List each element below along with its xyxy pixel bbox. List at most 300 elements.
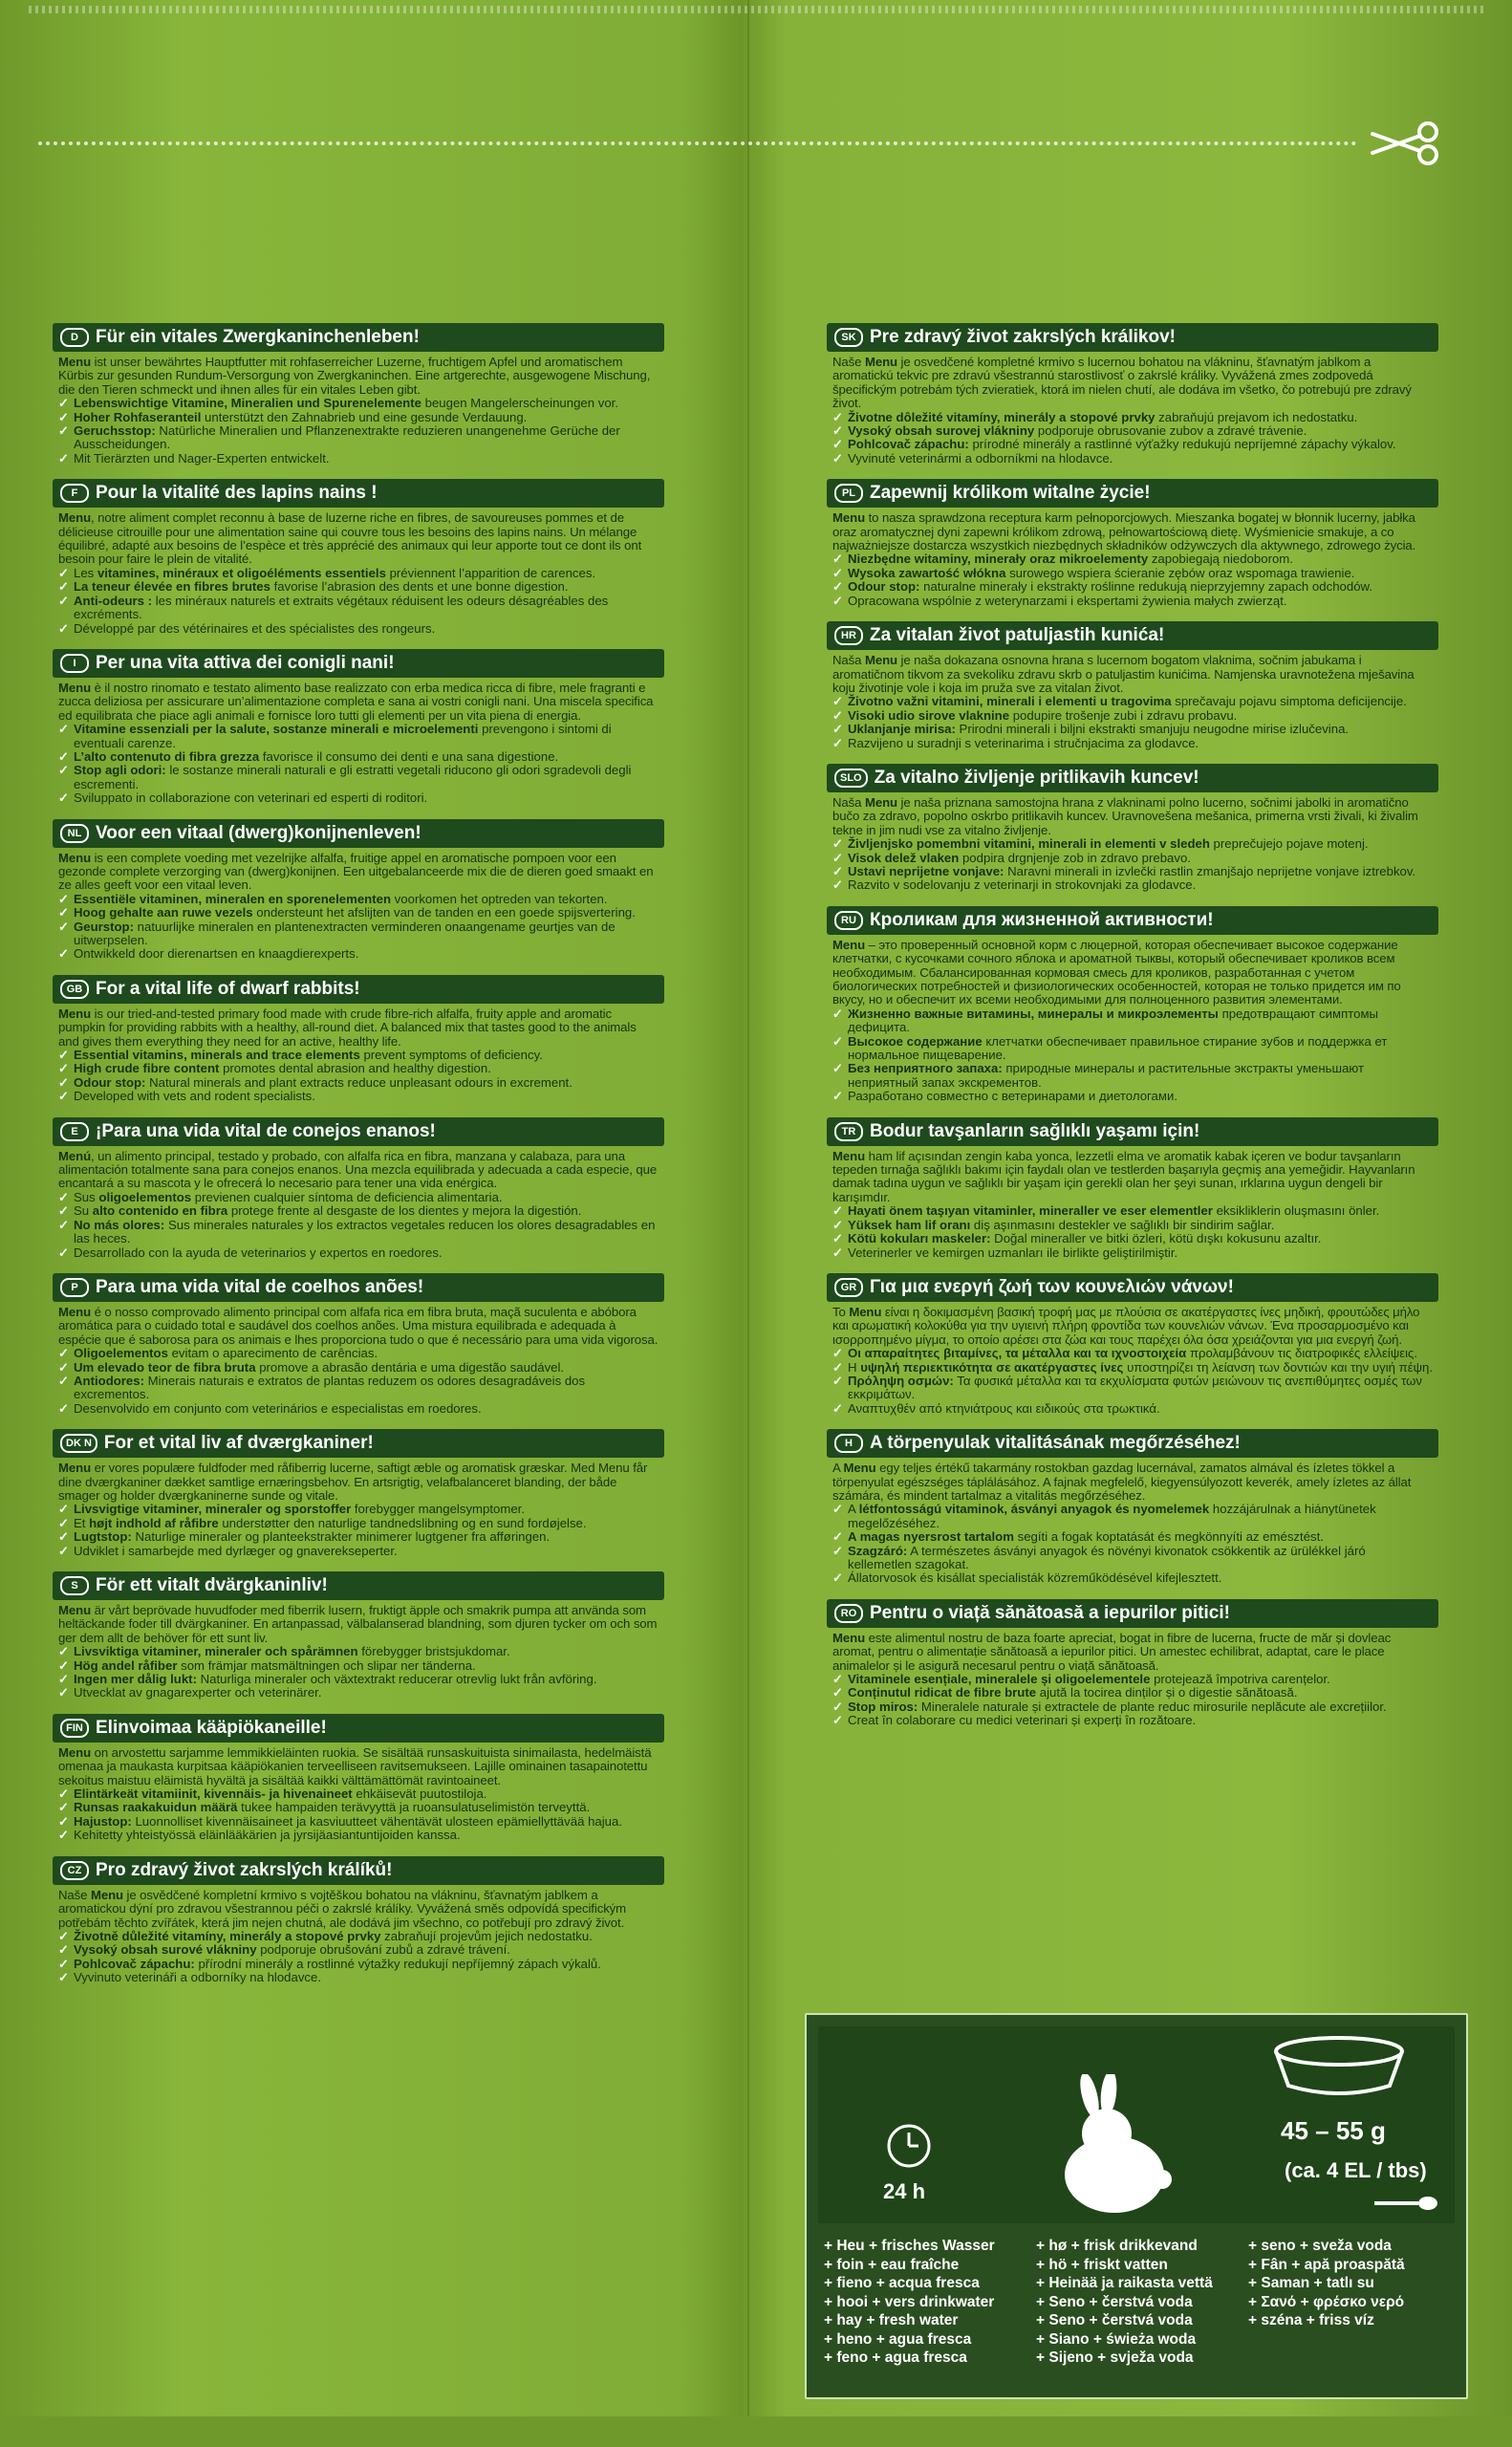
benefit-item [58, 1815, 659, 1829]
benefit-item [58, 906, 659, 920]
benefit-list [827, 411, 1438, 466]
benefit-item [58, 1801, 659, 1814]
text: Разработано совместно с ветеринарами и диетологами. [848, 1089, 1177, 1104]
section-title: For a vital life of dwarf rabbits! [96, 978, 360, 999]
text: – это проверенный основной корм с люцерной, которая обеспечивает высокое содержание клетчатки, с кусочками сочного яблока и ароматной тыквы, который обеспечивает кроликов всем необходимым. Сбалансированная кормовая смесь для кроликов, разработанная с учетом биологических потребностей и физиологических особенностей, которая не только придется им по вкусу, но и обеспечит их всеми необходимыми для полноценного развития элементами. [832, 937, 1401, 1007]
water-hay-line: + hø + frisk drikkevand [1036, 2238, 1198, 2254]
feeding-water-list [818, 2237, 1455, 2386]
language-section-nl [53, 819, 664, 962]
benefit-item [58, 1971, 659, 1984]
water-hay-line: + seno + sveža voda [1248, 2238, 1392, 2254]
section-heading [827, 1117, 1438, 1146]
benefit-item [58, 750, 659, 764]
section-title: ¡Para una vida vital de conejos enanos! [96, 1120, 436, 1141]
section-intro [827, 1150, 1438, 1205]
benefit-item [58, 397, 659, 410]
benefit-item [58, 1062, 659, 1075]
country-code-badge: H [834, 1434, 863, 1453]
text: Mineralele naturale și extractele de plante reduc mirosurile neplăcute ale excrețiilor. [918, 1699, 1387, 1714]
section-title: För ett vitalt dvärgkaninliv! [96, 1575, 328, 1595]
benefit-item [832, 1545, 1433, 1572]
country-code-badge: HR [834, 626, 863, 645]
benefit-list [827, 1673, 1438, 1728]
benefit-item [58, 1530, 659, 1544]
text: podporuje obrusovanie zubov a zdravé trávenie. [1034, 423, 1307, 439]
benefit-item [58, 1686, 659, 1700]
benefit-list [53, 1645, 664, 1700]
text: ajută la tocirea dinților și o digestie sănătoasă. [1036, 1685, 1298, 1700]
section-intro [53, 356, 664, 397]
text: Sus [74, 1189, 99, 1204]
benefit-item [832, 1530, 1433, 1544]
country-code-badge: D [60, 328, 89, 347]
section-heading [53, 479, 664, 508]
bold-text: Menu [58, 355, 92, 369]
bold-text: Szagzáró: [848, 1543, 908, 1558]
benefit-list [827, 695, 1438, 750]
feeding-panel [805, 2013, 1468, 2399]
section-title: A törpenyulak vitalitásának megőrzéséhez! [870, 1433, 1241, 1454]
benefit-item [58, 1204, 659, 1218]
country-code-badge: E [60, 1122, 89, 1141]
text: on arvostettu sarjamme lemmikkieläinten ruokia. Se sisältää runsaskuituista sinimailasta, hedelmäistä omenaa ja maukasta kurpitsaa kääpiökanien terveelliseen ravitsemukseen. Lajille ominainen tasapainotettu sekoitus maistuu eläimistä hyvältä ja sisältää kaikki välttämättömät ravintoaineet. [58, 1744, 652, 1787]
text: Minerais naturais e extratos de plantas reduzem os odores desagradáveis dos excrementos. [74, 1373, 586, 1402]
section-heading [53, 323, 664, 352]
benefit-item [832, 1714, 1433, 1727]
text: Naravni minerali in izvlečki rastlin zmanjšajo neprijetne vonjave iztrebkov. [1004, 863, 1416, 878]
section-intro [53, 1462, 664, 1503]
section-intro [827, 1632, 1438, 1673]
bold-text: Menu [843, 1461, 876, 1476]
bold-text: Oligoelementos [74, 1346, 168, 1361]
text: přírodní minerály a rostlinné výtažky redukují nepříjemný zápach výkalů. [194, 1956, 601, 1971]
text: préviennent l’apparition de carences. [385, 565, 596, 580]
bold-text: La teneur élevée en fibres brutes [74, 579, 270, 595]
section-intro [827, 939, 1438, 1007]
feeding-dose: 45 – 55 g [1281, 2116, 1386, 2145]
section-intro [53, 1150, 664, 1191]
text: Vyvinuté veterinármi a odborníkmi na hlodavce. [848, 450, 1113, 466]
bold-text: A magas nyersrost tartalom [848, 1529, 1014, 1545]
bold-text: Menu [864, 653, 897, 668]
benefit-item [832, 1503, 1433, 1530]
bold-text: Высокое содержание [848, 1033, 983, 1049]
section-title: Zapewnij królikom witalne życie! [870, 483, 1151, 504]
text: Desenvolvido em conjunto com veterinários e especialistas em roedores. [74, 1400, 482, 1416]
benefit-item [58, 723, 659, 750]
water-hay-line: + Fân + apă proaspătă [1248, 2256, 1405, 2273]
bold-text: Menu [58, 680, 92, 695]
section-intro [53, 1306, 664, 1347]
benefit-item [832, 837, 1433, 851]
bold-text: Hög andel råfiber [74, 1657, 178, 1673]
water-hay-line: + széna + friss víz [1248, 2312, 1374, 2328]
benefit-list [827, 1503, 1438, 1585]
section-title: Pre zdravý život zakrslých králikov! [870, 327, 1176, 347]
bold-text: Kötü kokuları maskeler: [848, 1231, 991, 1246]
text: eksikliklerin oluşmasını önler. [1212, 1203, 1380, 1219]
section-intro [53, 1889, 664, 1930]
language-section-hr [827, 621, 1438, 750]
language-section-gb [53, 975, 664, 1104]
top-crimp [29, 6, 1483, 13]
text: Natürliche Mineralien und Pflanzenextrakte reduzieren unangenehme Gerüche der Ausscheidungen. [74, 423, 620, 452]
water-hay-line: + Siano + świeża woda [1036, 2330, 1197, 2348]
benefit-list [827, 1204, 1438, 1260]
text: voorkomen het optreden van tekorten. [391, 891, 608, 906]
bold-text: Um elevado teor de fibra bruta [74, 1359, 256, 1375]
water-hay-line: + Heinää ja raikasta vettä [1036, 2275, 1213, 2291]
country-code-badge: GR [834, 1278, 863, 1297]
benefit-item [58, 893, 659, 906]
text: Naše [832, 355, 865, 369]
section-intro [53, 511, 664, 567]
text: предотвращают симптомы дефицита. [848, 1006, 1378, 1035]
text: Razvijeno u suradnji s veterinarima i stručnjacima za glodavce. [848, 735, 1199, 750]
bold-text: Essential vitamins, minerals and trace elements [74, 1048, 360, 1063]
section-intro [827, 511, 1438, 552]
benefit-list [53, 1191, 664, 1260]
language-section-tr [827, 1117, 1438, 1260]
benefit-list [827, 1347, 1438, 1416]
text: Sus minerales naturales y los extractos vegetales reducen los olores desagradables en las heces. [74, 1217, 656, 1246]
bold-text: højt indhold af råfibre [89, 1515, 219, 1530]
water-hay-line: + Seno + čerstvá voda [1036, 2312, 1193, 2328]
bold-text: L’alto contenuto di fibra grezza [74, 748, 260, 764]
language-section-gr [827, 1273, 1438, 1416]
benefit-item [832, 878, 1433, 892]
bold-text: Niezbędne witaminy, minerały oraz mikroelementy [848, 552, 1149, 567]
text: favorisce il consumo dei denti e una sana digestione. [259, 748, 559, 764]
benefit-item [832, 1246, 1433, 1260]
text: je naša priznana samostojna hrana z vlakninami polno lucerno, sočnimi jabolki in aromatično bučo za zdravo, popolno oskrbo pritlikavih kuncev. Uravnovešena mešanica, primerna vrsti živali, ki živalim tekne in jim nudi vse za vitalno življenje. [832, 794, 1418, 837]
left-text-column [53, 323, 664, 1999]
text: Αναπτυχθέν από κτηνιάτρους και ειδικούς στα τρωκτικά. [848, 1400, 1160, 1416]
benefit-item [832, 709, 1433, 723]
country-code-badge: CZ [60, 1861, 89, 1880]
text: ondersteunt het afslijten van de tanden en een goede spijsvertering. [252, 905, 636, 920]
bold-text: Menu [832, 1148, 866, 1163]
text: protege frente al desgaste de los dientes y mejora la digestión. [227, 1203, 582, 1219]
bold-text: Menu [864, 355, 897, 369]
text: Opracowana wspólnie z weterynarzami i ekspertami żywienia małych zwierząt. [848, 593, 1287, 608]
water-hay-line: + heno + agua fresca [824, 2330, 972, 2348]
text: to nasza sprawdzona receptura karm pełnoporcjowych. Mieszanka bogatej w błonnik lucerny, jabłka oraz aromatycznej dyni zapewni królikom zdrową, pełnowartościową dietę. Wyśmienicie smakuje, a co najważniejsze dostarcza wszystkich niezbędnych składników odżywczych dla aktywnego, zdrowego życia. [832, 510, 1416, 553]
benefit-item [58, 947, 659, 961]
water-hay-line: + hooi + vers drinkwater [824, 2293, 995, 2310]
benefit-item [832, 552, 1433, 566]
language-section-pl [827, 479, 1438, 608]
text: egy teljes értékű takarmány rostokban gazdag lucernával, zamatos almával és ízletes tökkel a törpenyulat egészséges táplálásához. A fajnak megfelelő, kiegyensúlyozott keverék, amely ízletes az állat számára, és mindent tartalmaz a vitalitás megőrzéséhez. [832, 1461, 1412, 1503]
section-title: Voor een vitaal (dwerg)konijnenleven! [96, 822, 421, 843]
language-section-sk [827, 323, 1438, 466]
bold-text: Vysoký obsah surové vlákniny [74, 1942, 257, 1958]
text: Su [74, 1203, 93, 1219]
text: is our tried-and-tested primary food made with crude fibre-rich alfalfa, fruity apple and aromatic pumpkin for providing rabbits with a healthy, all-round diet. A balanced mix that tastes good to the animals and gives them everything they need for an active, healthy life. [58, 1006, 637, 1049]
bold-text: Lugtstop: [74, 1529, 132, 1545]
bold-text: Yüksek ham lif oranı [848, 1217, 971, 1232]
benefit-item [832, 1219, 1433, 1232]
benefit-list [53, 723, 664, 805]
text: favorise l’abrasion des dents et une bonne digestion. [270, 579, 569, 595]
country-code-badge: FIN [60, 1719, 89, 1738]
section-heading [827, 1429, 1438, 1458]
benefit-item [58, 1090, 659, 1103]
country-code-badge: P [60, 1278, 89, 1297]
text: A [832, 1461, 844, 1476]
benefit-item [58, 1347, 659, 1360]
section-heading [53, 1856, 664, 1885]
benefit-item [832, 580, 1433, 594]
benefit-item [58, 1659, 659, 1673]
text: preprečujejo pojave motenj. [1209, 836, 1369, 852]
benefit-item [832, 1571, 1433, 1585]
benefit-item [832, 1204, 1433, 1218]
bold-text: Pohlcovač zápachu: [74, 1956, 195, 1971]
text: forebygger mangelsymptomer. [351, 1502, 525, 1517]
section-heading [827, 906, 1438, 935]
bowl-icon [1267, 2034, 1411, 2111]
text: är vårt beprövade huvudfoder med fiberrik lusern, fruktigt äpple och smakrik pumpa att använda som heltäckande foder till dvärgkaniner. En artanpassad, välbalanserad blandning, som djuren tycker om och som ger dem allt de behöver för ett sunt liv. [58, 1603, 658, 1645]
section-intro [827, 796, 1438, 837]
section-intro [827, 1306, 1438, 1347]
bold-text: Runsas raakakuidun määrä [74, 1800, 238, 1815]
country-code-badge: F [60, 484, 89, 503]
section-title: Pour la vitalité des lapins nains ! [96, 483, 378, 504]
bold-text: Lebenswichtige Vitamine, Mineralien und Spurenelemente [74, 396, 421, 411]
bold-text: υψηλή περιεκτικότητα σε ακατέργαστες ίνες [860, 1359, 1124, 1375]
text: Natural minerals and plant extracts reduce unpleasant odours in excrement. [145, 1074, 572, 1090]
section-heading [827, 479, 1438, 508]
text: Ontwikkeld door dierenartsen en knaagdierexperts. [74, 946, 359, 962]
bold-text: Anti-odeurs : [74, 593, 153, 608]
bold-text: Menu [58, 1304, 92, 1319]
bold-text: Pohlcovač zápachu: [848, 437, 969, 452]
text: Kehitetty yhteistyössä eläinlääkärien ja jyrsijäasiantuntijoiden kanssa. [74, 1828, 461, 1843]
scissors-icon [1369, 120, 1441, 166]
text: er vores populære fuldfoder med råfiberrig lucerne, saftigt æble og aromatisk græskar. Med Menu får dine dværgkaniner dækket samtlige ernæringsbehov. En artsrigtig, velafbalanceret blanding, der både smager og holder dværgkaninerne sunde og vitale. [58, 1461, 648, 1503]
benefit-item [832, 452, 1433, 466]
bold-text: Menu [58, 1744, 92, 1760]
bold-text: Без неприятного запаха: [848, 1061, 1003, 1076]
language-section-slo [827, 764, 1438, 893]
text: je osvedčené kompletné krmivo s lucernou bohatou na vlákninu, šťavnatým jablkom a aromatickú tekvic pre zdravú všestrannú starostlivosť o zakrslé králiky. Vyvážená zmes zodpovedá špecifickým potrebám tých zvieratiek, ktorá im nielen chutí, ale dodáva im všetko, čo potrebujú pre zdravý život. [832, 355, 1412, 411]
section-intro [53, 1604, 664, 1645]
benefit-item [58, 1076, 659, 1090]
section-title: Per una vita attiva dei conigli nani! [96, 652, 395, 673]
text: è il nostro rinomato e testato alimento base realizzato con erba medica ricca di fibre, mele fragranti e zucca deliziosa per assicurare un’alimentazione completa e sana ai vostri conigli nani. Una miscela specifica ed equilibrata che piace agli animali e fornisce loro tutti gli elementi per un vita piena di energia. [58, 680, 654, 723]
language-section-ru [827, 906, 1438, 1104]
text: je osvědčené kompletní krmivo s vojtěškou bohatou na vlákninu, šťavnatým jablkem a aromatickou dýní pro zdravou všestrannou péči o zakrslé králíky. Vyvážená směs odpovídá specifickým potřebám těchto zvířátek, která jim nejen chutná, ale dodává jim všechno, co potřebují pro zdravý život. [58, 1887, 627, 1930]
text: natuurlijke mineralen en plantenextracten verminderen onaangename geurtjes van de uitwerpselen. [74, 919, 616, 947]
text: unterstützt den Zahnabrieb und eine gesunde Verdauung. [201, 409, 528, 424]
benefit-item [832, 438, 1433, 451]
section-heading [827, 323, 1438, 352]
text: understøtter den naturlige tandnedslibning og en sund fordøjelse. [218, 1515, 587, 1530]
section-intro [53, 682, 664, 723]
benefit-item [58, 1049, 659, 1062]
text: zapobiegają niedoborom. [1148, 552, 1293, 567]
text: Vyvinuto veterináři a odborníky na hlodavce. [74, 1970, 322, 1985]
bold-text: Životne dôležité vitamíny, minerály a stopové prvky [848, 409, 1156, 424]
text: förebygger bristsjukdomar. [357, 1644, 510, 1659]
section-intro [53, 1746, 664, 1787]
bold-text: Geruchsstop: [74, 423, 156, 439]
bold-text: Conținutul ridicat de fibre brute [848, 1685, 1037, 1700]
text: A természetes ásványi anyagok és növényi kivonatok csökkentik az ürülékkel járó kellemetlen szagokat. [848, 1543, 1366, 1571]
benefit-item [58, 580, 659, 594]
bold-text: Vysoký obsah surovej vlákniny [848, 423, 1035, 439]
benefit-item [832, 737, 1433, 750]
bold-text: Visok delež vlaken [848, 850, 960, 865]
section-title: Bodur tavşanların sağlıklı yaşamı için! [870, 1120, 1200, 1141]
water-hay-line: + Heu + frisches Wasser [824, 2238, 995, 2254]
benefit-item [58, 1375, 659, 1402]
text: Prirodni minerali i biljni ekstrakti smanjuju neugodne mirise izlučevina. [955, 722, 1350, 737]
benefit-item [832, 1007, 1433, 1035]
country-code-badge: RO [834, 1604, 863, 1623]
feeding-icons [818, 2026, 1455, 2223]
bold-text: Elintärkeät vitamiinit, kivennäis- ja hivenaineet [74, 1787, 353, 1802]
bold-text: Hoog gehalte aan ruwe vezels [74, 905, 253, 920]
section-heading [53, 975, 664, 1004]
section-intro [827, 356, 1438, 411]
bold-text: Visoki udio sirove vlaknine [848, 707, 1010, 723]
text: A [848, 1502, 859, 1517]
text: evitam o aparecimento de carências. [167, 1346, 378, 1361]
text: promotes dental abrasion and healthy digestion. [219, 1061, 491, 1076]
section-title: Za vitalno življenje pritlikavih kuncev! [874, 767, 1199, 788]
benefit-item [832, 411, 1433, 424]
bold-text: Životně důležité vitamíny, minerály a stopové prvky [74, 1928, 381, 1943]
bold-text: Menu [58, 510, 92, 526]
bold-text: Menú [58, 1148, 92, 1163]
bold-text: Odour stop: [74, 1074, 146, 1090]
water-hay-line: + foin + eau fraîche [824, 2256, 960, 2273]
water-hay-line: + hö + friskt vatten [1036, 2256, 1168, 2273]
benefit-item [58, 622, 659, 636]
benefit-item [58, 791, 659, 805]
benefit-item [58, 424, 659, 452]
text: este alimentul nostru de baza foarte apreciat, bogat in fibre de lucerna, fructe de măr și dovleac aromat, pentru o alimentație sănătoasă a iepurilor pitici. Un amestec echilibrat, adaptat, care le place animalelor și le asigură necesarul pentru o viață sănătoasă. [832, 1630, 1392, 1673]
text: zabraňují projevům jejich nedostatku. [380, 1928, 593, 1943]
text: previenen cualquier síntoma de deficiencia alimentaria. [191, 1189, 503, 1204]
text: Desarrollado con la ayuda de veterinarios y expertos en roedores. [74, 1245, 443, 1260]
benefit-item [58, 1361, 659, 1375]
benefit-list [827, 1007, 1438, 1104]
benefit-item [832, 1402, 1433, 1416]
text: som främjar matsmältningen och slipar ner tänderna. [177, 1657, 476, 1673]
text: segíti a fogak koptatását és megkönnyíti az emésztést. [1013, 1529, 1324, 1545]
section-title: Кроликам для жизненной активности! [870, 909, 1214, 930]
bold-text: Životno važni vitamini, minerali i elementi u tragovima [848, 694, 1172, 709]
text: Utvecklat av gnagarexperter och veterinärer. [74, 1685, 322, 1700]
center-fold [747, 0, 749, 2447]
text: Naše [58, 1887, 91, 1902]
text: Razvito v sodelovanju z veterinarji in strokovnjaki za glodavce. [848, 877, 1197, 893]
feeding-hours: 24 h [883, 2179, 926, 2203]
language-section-d [53, 323, 664, 466]
section-intro [827, 654, 1438, 695]
text: Το [832, 1304, 850, 1319]
benefit-item [832, 1035, 1433, 1063]
text: Développé par des vétérinaires et des spécialistes des rongeurs. [74, 620, 436, 636]
text: surowego wspiera ścieranie zębów oraz wspomaga trawienie. [1005, 565, 1355, 580]
bold-text: Vitaminele esențiale, mineralele și oligoelementele [848, 1672, 1151, 1687]
bold-text: Hoher Rohfaseranteil [74, 409, 202, 424]
bold-text: alto contenido en fibra [92, 1203, 228, 1219]
text: Creat în colaborare cu medici veterinari și experți în rozătoare. [848, 1713, 1197, 1728]
language-section-cz [53, 1856, 664, 1985]
section-heading [53, 1571, 664, 1600]
section-heading [827, 764, 1438, 792]
bold-text: Wysoka zawartość włókna [848, 565, 1006, 580]
text: Naša [832, 794, 865, 810]
water-hay-line: + hay + fresh water [824, 2312, 959, 2328]
benefit-item [832, 1062, 1433, 1090]
benefit-item [832, 1673, 1433, 1686]
bold-text: Življenjsko pomembni vitamini, minerali in elementi v sledeh [848, 836, 1210, 852]
benefit-list [53, 893, 664, 962]
bold-text: Menu [90, 1887, 123, 1902]
water-hay-line: + Sijeno + svježa voda [1036, 2350, 1194, 2366]
text: Veterinerler ve kemirgen uzmanları ile birlikte geliştirilmiştir. [848, 1245, 1178, 1260]
country-code-badge: PL [834, 484, 863, 503]
benefit-item [58, 567, 659, 580]
benefit-item [832, 1090, 1433, 1103]
feeding-dose-spoon: (ca. 4 EL / tbs) [1285, 2158, 1427, 2182]
language-section-i [53, 649, 664, 806]
water-hay-line: + Seno + čerstvá voda [1036, 2293, 1193, 2310]
benefit-item [832, 595, 1433, 608]
section-heading [53, 649, 664, 678]
text: ehkäisevät puutostiloja. [352, 1787, 487, 1802]
benefit-list [827, 552, 1438, 608]
text: είναι η δοκιμασμένη βασική τροφή μας με πλούσια σε ακατέργαστες ίνες μηδική, φρουτώδες μήλο και αρωματική κολοκύθα για την υγιεινή πλήρη φροντίδα των κουνελιών νάνων. Ένα προσαρμοσμένο και ισορροπημένο μίγμα, το οποίο αρέσει στα ζώα και τους παρέχει όλα όσα χρειάζονται για μια ενεργή ζωή. [832, 1304, 1420, 1347]
clock-icon [885, 2122, 933, 2170]
text: ist unser bewährtes Hauptfutter mit rohfaserreicher Luzerne, fruchtigem Apfel und aromatischem Kürbis zur gesunden Rundum-Versorgung von Zwergkaninchen. Eine artgerechte, ausgewogene Mischung, die den Tieren schmeckt und ihnen alles für ein vitales Leben gibt. [58, 355, 651, 397]
benefit-item [58, 1787, 659, 1801]
rabbit-icon [1048, 2074, 1181, 2218]
benefit-item [58, 1930, 659, 1943]
text: podupire trošenje zubi i zdravu probavu. [1009, 707, 1238, 723]
bold-text: Menu [58, 1006, 92, 1021]
section-heading [827, 1273, 1438, 1302]
text: prevent symptoms of deficiency. [359, 1048, 543, 1063]
text: hozzájárulnak a hiánytünetek megelőzéséhez. [848, 1502, 1376, 1530]
benefit-item [832, 852, 1433, 865]
text: Τα φυσικά μέταλλα και τα εκχυλίσματα φυτών μειώνουν τις ανεπιθύμητες οσμές των εκκριμάτων. [848, 1373, 1423, 1402]
text: Et [74, 1515, 90, 1530]
benefit-item [832, 1232, 1433, 1245]
country-code-badge: I [60, 654, 89, 673]
section-title: Pro zdravý život zakrslých králíků! [96, 1859, 393, 1880]
text: le sostanze minerali naturali e gli estratti vegetali riducono gli odori sgradevoli degli escrementi. [74, 763, 632, 791]
section-heading [53, 1714, 664, 1743]
benefit-item [58, 1545, 659, 1558]
benefit-item [58, 920, 659, 948]
benefit-item [58, 1191, 659, 1204]
bold-text: Essentiële vitaminen, mineralen en sporenelementen [74, 891, 392, 906]
section-intro [53, 852, 664, 893]
text: beugen Mangelerscheinungen vor. [421, 396, 618, 411]
bold-text: Menu [832, 1630, 866, 1645]
bold-text: oligoelementos [98, 1189, 192, 1204]
benefit-item [832, 1361, 1433, 1375]
benefit-list [53, 397, 664, 466]
bold-text: Uklanjanje mirisa: [848, 722, 956, 737]
benefit-item [58, 1958, 659, 1971]
